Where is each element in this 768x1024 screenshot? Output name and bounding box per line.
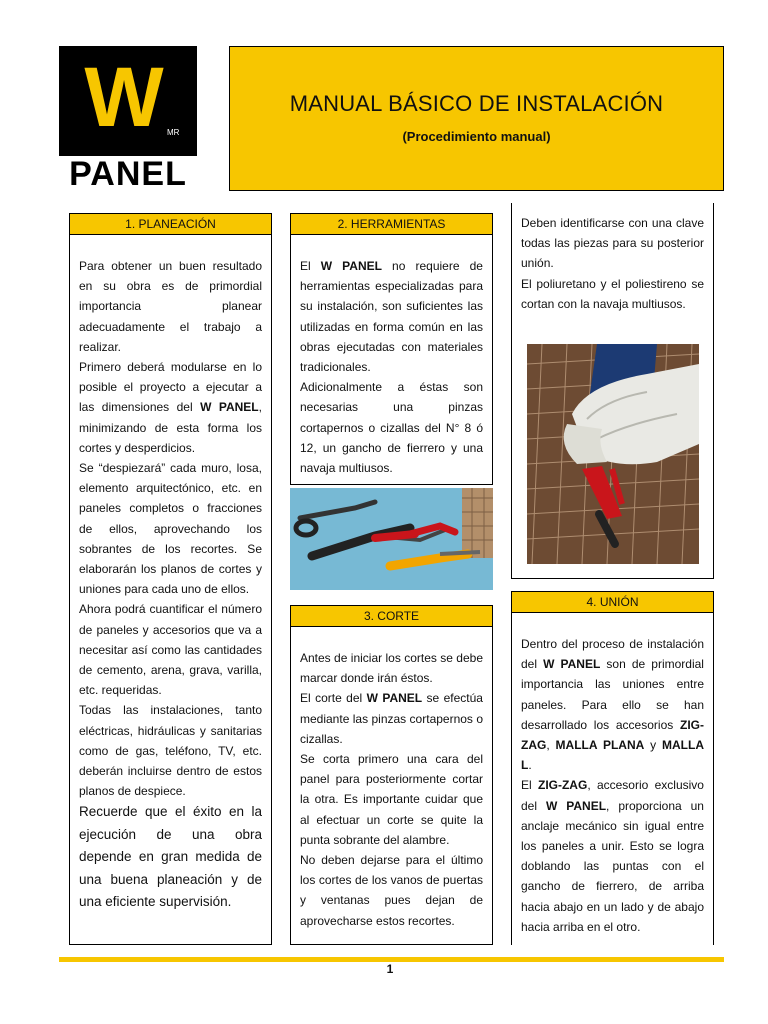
document-header bbox=[229, 46, 724, 191]
paragraph: Ahora podrá cuantificar el número de paneles y accesorios que va a necesitar así como las cantidades de cemento, arena, grava, varilla, etc. requeridas. bbox=[79, 602, 262, 698]
document-title: MANUAL BÁSICO DE INSTALACIÓN bbox=[289, 91, 664, 116]
corte-text bbox=[300, 648, 483, 931]
accessory-name: ZIG-ZAG bbox=[537, 778, 588, 793]
corte-heading: 3. CORTE bbox=[290, 605, 493, 627]
paragraph: El ZIG-ZAG, accesorio exclusivo del W PANEL, proporciona un anclaje mecánico sin igual entre los paneles a unir. Esto se logra doblando las puntas con el gancho de fierrero, de arriba hacia abajo en un lado y de abajo hacia arriba en el otro. bbox=[521, 778, 704, 934]
paragraph: El corte del W PANEL se efectúa mediante las pinzas cortapernos o cizallas. bbox=[300, 691, 483, 746]
paragraph-highlight: Recuerde que el éxito en la ejecución de una obra depende en gran medida de una buena planeación y de una eficiente supervisión. bbox=[79, 804, 262, 910]
brand-name: W PANEL bbox=[320, 259, 382, 273]
col3-top-text bbox=[521, 213, 704, 314]
union-heading: 4. UNIÓN bbox=[511, 591, 714, 613]
logo-word: PANEL bbox=[69, 155, 187, 193]
paragraph: Antes de iniciar los cortes se debe marcar donde irán éstos. bbox=[300, 651, 483, 686]
brand-name: W PANEL bbox=[543, 657, 601, 672]
w-panel-logo bbox=[59, 46, 197, 194]
paragraph: No deben dejarse para el último los cortes de los vanos de puertas y ventanas pues dejan de aprovecharse estos recortes. bbox=[300, 853, 483, 928]
planeacion-text bbox=[79, 256, 262, 914]
paragraph: Se corta primero una cara del panel para posteriormente cortar la otra. Es importante cuidar que al efectuar un corte se quite la punta sobrante del alambre. bbox=[300, 752, 483, 847]
paragraph: Dentro del proceso de instalación del W PANEL son de primordial importancia las uniones entre paneles. Para ello se han desarrollado los accesorios ZIG-ZAG, MALLA PLANA y MALLA L. bbox=[521, 637, 704, 773]
brand-name: W PANEL bbox=[200, 400, 259, 415]
page-number: 1 bbox=[386, 962, 394, 976]
planeacion-heading: 1. PLANEACIÓN bbox=[69, 213, 272, 235]
paragraph: Se “despiezará” cada muro, losa, elemento arquitectónico, etc. en paneles completos o fracciones de ellos, aprovechando los sobrantes de los recortes. Se elaborarán los planos de cortes y uniones para cada uno de ellos. bbox=[79, 461, 262, 597]
paragraph: Para obtener un buen resultado en su obra es de primordial importancia planear adecuadamente el trabajo a realizar. bbox=[79, 259, 262, 354]
paragraph: Deben identificarse con una clave todas las piezas para su posterior unión. bbox=[521, 216, 704, 271]
herramientas-heading: 2. HERRAMIENTAS bbox=[290, 213, 493, 235]
paragraph: El poliuretano y el poliestireno se cortan con la navaja multiusos. bbox=[521, 276, 704, 311]
document-subtitle: (Procedimiento manual) bbox=[402, 129, 551, 144]
accessory-name: MALLA L bbox=[521, 738, 704, 773]
herramientas-text bbox=[300, 256, 483, 478]
logo-letter: W bbox=[84, 50, 162, 144]
union-text bbox=[521, 634, 704, 937]
accessory-name: MALLA PLANA bbox=[555, 738, 645, 753]
cutting-photo bbox=[527, 344, 699, 564]
brand-name: W PANEL bbox=[366, 691, 423, 706]
paragraph: Todas las instalaciones, tanto eléctricas, hidráulicas y sanitarias como de gas, teléfono, TV, etc. deberán incluirse dentro de estos planos de despiece. bbox=[79, 703, 262, 799]
paragraph: Primero deberá modularse en lo posible el proyecto a ejecutar a las dimensiones del W PANEL, minimizando de esta forma los cortes y desperdicios. bbox=[79, 360, 262, 455]
tools-photo bbox=[290, 488, 493, 590]
logo-trademark: MR bbox=[167, 128, 180, 137]
cutting-photo-illustration bbox=[527, 344, 699, 564]
paragraph: Adicionalmente a éstas son necesarias una pinzas cortapernos o cizallas del N° 8 ó 12, un gancho de fierrero y una navaja multiusos. bbox=[300, 380, 483, 476]
tools-photo-illustration bbox=[290, 488, 493, 590]
brand-name: W PANEL bbox=[545, 798, 607, 813]
accessory-name: ZIG-ZAG bbox=[521, 717, 704, 753]
paragraph: El W PANEL no requiere de herramientas especializadas para su instalación, son suficientes las utilizadas en forma común en las obras ejecutadas con materiales tradicionales. bbox=[300, 259, 483, 375]
